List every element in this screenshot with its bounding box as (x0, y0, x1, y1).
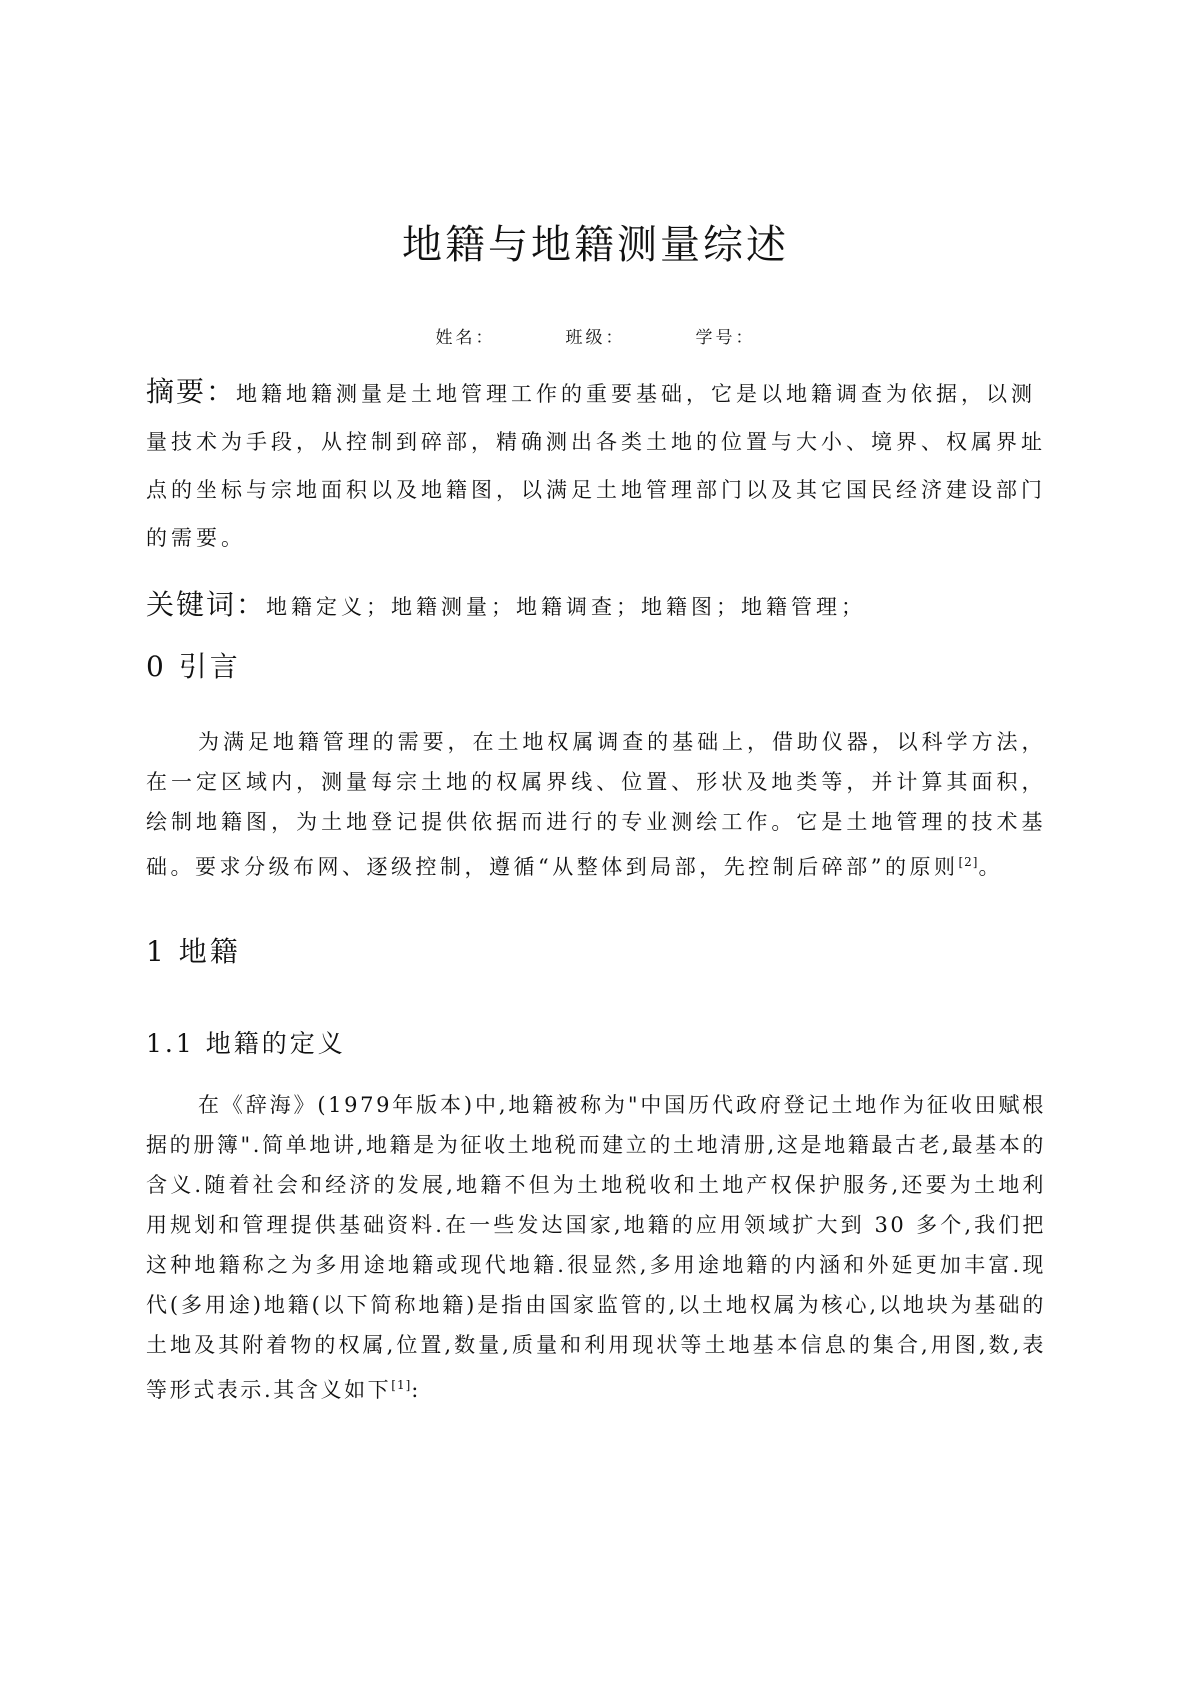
author-id-field: 学号： (695, 328, 756, 348)
abstract-text: 地籍地籍测量是土地管理工作的重要基础，它是以地籍调查为依据，以测量技术为手段，从控制到碎部，精确测出各类土地的位置与大小、境界、权属界址点的坐标与宗地面积以及地籍图，以满足土地管理部门以及其它国民经济建设部门的需要。 (146, 382, 1046, 550)
section-heading-definition: 1.1 地籍的定义 (146, 1029, 346, 1058)
keywords-text: 地籍定义；地籍测量；地籍调查；地籍图；地籍管理； (266, 595, 867, 619)
citation-ref: [2] (958, 855, 979, 869)
author-name-field: 姓名： (435, 328, 496, 348)
citation-ref: [1] (391, 1378, 412, 1392)
section-heading-cadastre: 1 地籍 (146, 935, 241, 968)
definition-paragraph (146, 1085, 1046, 1410)
intro-paragraph (146, 722, 1046, 887)
keywords (146, 583, 1046, 623)
author-info (0, 323, 1191, 348)
abstract (146, 368, 1046, 562)
keywords-label: 关键词： (146, 588, 267, 621)
section-heading-intro: 0 引言 (146, 650, 241, 683)
definition-tail: : (411, 1378, 421, 1402)
intro-text: 为满足地籍管理的需要，在土地权属调查的基础上，借助仪器，以科学方法，在一定区域内，测量每宗土地的权属界线、位置、形状及地类等，并计算其面积，绘制地籍图，为土地登记提供依据而进行的专业测绘工作。它是土地管理的技术基础。要求分级布网、逐级控制，遵循“从整体到局部，先控制后碎部”的原则 (146, 730, 1046, 879)
intro-tail: 。 (978, 855, 1003, 879)
document-title: 地籍与地籍测量综述 (402, 222, 789, 268)
author-class-field: 班级： (565, 328, 626, 348)
abstract-label: 摘要： (146, 375, 237, 408)
definition-text: 在《辞海》(1979年版本)中,地籍被称为"中国历代政府登记土地作为征收田赋根据的册簿".简单地讲,地籍是为征收土地税而建立的土地清册,这是地籍最古老,最基本的含义.随着社会和经济的发展,地籍不但为土地税收和土地产权保护服务,还要为土地利用规划和管理提供基础资料.在一些发达国家,地籍的应用领域扩大到 30 多个,我们把这种地籍称之为多用途地籍或现代地籍.很显然,多用途地籍的内涵和外延更加丰富.现代(多用途)地籍(以下简称地籍)是指由国家监管的,以土地权属为核心,以地块为基础的土地及其附着物的权属,位置,数量,质量和利用现状等土地基本信息的集合,用图,数,表等形式表示.其含义如下 (146, 1093, 1046, 1402)
